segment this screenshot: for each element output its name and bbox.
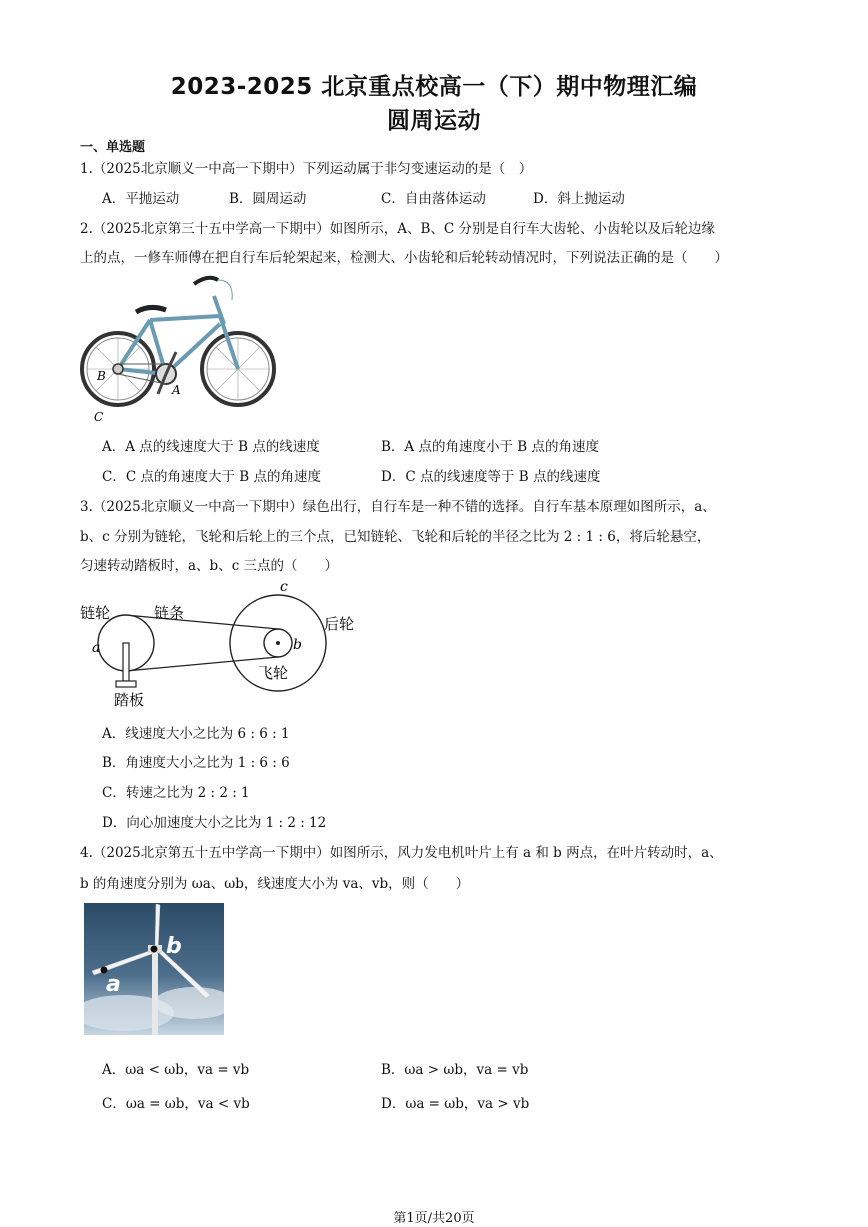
q4-option-d: D．ωa = ωb，va > vb — [381, 1096, 530, 1112]
label-c: c — [280, 579, 288, 595]
section-heading: 一、单选题 — [80, 140, 146, 155]
q2-stem-line2: 上的点，一修车师傅在把自行车后轮架起来，检测大、小齿轮和后轮转动情况时，下列说法正确的是（ ） — [80, 250, 728, 266]
label-b: B — [97, 369, 106, 383]
chain-drive-figure — [78, 575, 368, 715]
page-title: 2023-2025 北京重点校高一（下）期中物理汇编 — [170, 74, 698, 100]
label-a: A — [172, 383, 181, 397]
q1-option-a: A．平抛运动 — [102, 191, 180, 207]
q3-stem-line1: 3.（2025北京顺义一中高一下期中）绿色出行，自行车是一种不错的选择。自行车基本原理如图所示，a、 — [80, 499, 716, 515]
q2-option-d: D．C 点的线速度等于 B 点的线速度 — [381, 469, 601, 485]
page-footer: 第1页/共20页 — [393, 1211, 475, 1226]
small-sprocket — [113, 364, 123, 374]
q2-option-b: B．A 点的角速度小于 B 点的角速度 — [381, 439, 599, 455]
q1-stem: 1.（2025北京顺义一中高一下期中）下列运动属于非匀变速运动的是（ ） — [80, 161, 533, 177]
q2-option-a: A．A 点的线速度大于 B 点的线速度 — [102, 439, 320, 455]
handlebar — [194, 278, 218, 284]
label-a: a — [106, 972, 121, 997]
q2-stem-line1: 2.（2025北京第三十五中学高一下期中）如图所示，A、B、C 分别是自行车大齿轮、小齿轮以及后轮边缘 — [80, 221, 716, 237]
point-b — [151, 946, 158, 953]
q2-option-c: C．C 点的角速度大于 B 点的角速度 — [102, 469, 321, 485]
q4-stem-line2: b 的角速度分别为 ωa、ωb，线速度大小为 va、vb，则（ ） — [80, 876, 470, 892]
label-chain: 链条 — [154, 604, 185, 622]
q3-option-c: C．转速之比为 2 : 2 : 1 — [102, 785, 250, 801]
q4-option-c: C．ωa = ωb，va < vb — [102, 1096, 250, 1112]
q4-stem-line1: 4.（2025北京第五十五中学高一下期中）如图所示，风力发电机叶片上有 a 和 b 两点，在叶片转动时，a、 — [80, 845, 723, 861]
label-flywheel: 飞轮 — [258, 664, 289, 682]
label-chainwheel: 链轮 — [80, 604, 111, 622]
q3-option-b: B．角速度大小之比为 1 : 6 : 6 — [102, 755, 290, 771]
q3-stem-line2: b、c 分别为链轮，飞轮和后轮上的三个点，已知链轮、飞轮和后轮的半径之比为 2 : 1 : 6，将后轮悬空， — [80, 529, 711, 545]
crank — [123, 643, 129, 681]
q3-stem-line3: 匀速转动踏板时，a、b、c 三点的（ ） — [80, 558, 339, 574]
tower — [152, 953, 158, 1035]
label-rear: 后轮 — [324, 615, 355, 633]
label-c: C — [94, 410, 104, 424]
label-a: a — [92, 640, 101, 656]
label-b: b — [166, 934, 182, 959]
q3-option-a: A．线速度大小之比为 6 : 6 : 1 — [102, 726, 290, 742]
q4-option-b: B．ωa > ωb，va = vb — [381, 1062, 529, 1078]
q4-option-a: A．ωa < ωb，va = vb — [102, 1062, 250, 1078]
q1-option-d: D．斜上抛运动 — [533, 191, 625, 207]
page-subtitle: 圆周运动 — [387, 108, 481, 134]
wind-turbine-photo — [84, 903, 224, 1035]
bike-frame — [118, 296, 238, 374]
bicycle-figure — [78, 272, 278, 424]
q1-option-c: C．自由落体运动 — [381, 191, 486, 207]
label-pedal: 踏板 — [114, 691, 145, 709]
q3-option-d: D．向心加速度大小之比为 1 : 2 : 12 — [102, 815, 327, 831]
saddle — [136, 307, 166, 312]
pedal — [116, 681, 136, 687]
label-b: b — [293, 637, 302, 653]
q1-option-b: B．圆周运动 — [229, 191, 307, 207]
